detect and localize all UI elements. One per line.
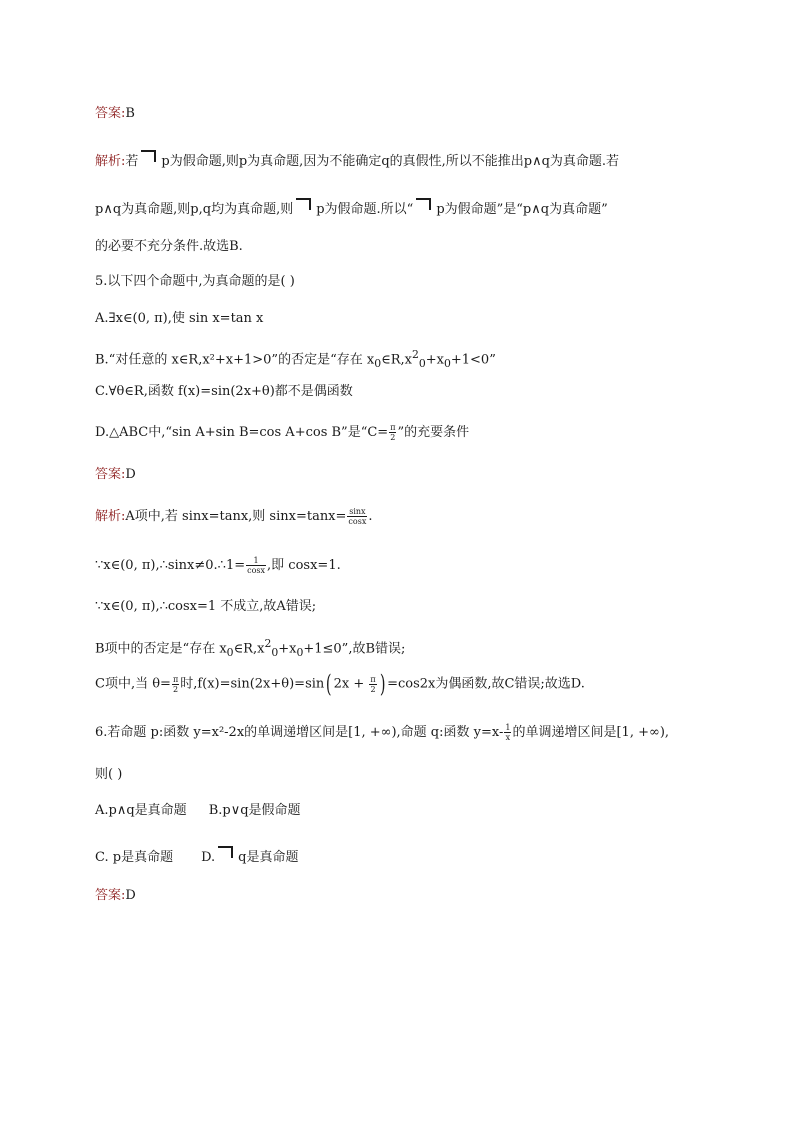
analysis-text: C项中,当 θ= xyxy=(95,676,171,692)
analysis-text: p为假命题.所以“ xyxy=(316,202,414,217)
fraction xyxy=(347,507,367,526)
analysis-text: B项中的否定是“存在 x xyxy=(95,641,227,657)
question-text: 的单调递增区间是[1, +∞), xyxy=(512,725,670,740)
subscript: 0 xyxy=(418,356,426,370)
q6-option-a: A.p∧q是真命题 xyxy=(95,803,187,818)
q5-answer xyxy=(95,465,136,485)
analysis-text: +x xyxy=(278,641,297,657)
fraction xyxy=(172,675,179,694)
answer-label: 答案: xyxy=(95,467,126,482)
analysis-text: ∈R,x xyxy=(233,641,265,657)
left-paren-icon: ( xyxy=(326,670,332,698)
q5-option-b xyxy=(95,345,496,374)
denominator: x xyxy=(505,733,511,742)
numerator: 1 xyxy=(246,556,266,566)
q4-analysis-line-2 xyxy=(95,198,608,220)
q5-question: 5.以下四个命题中,为真命题的是( ) xyxy=(95,274,295,289)
analysis-text: p为假命题”是“p∧q为真命题” xyxy=(436,202,608,217)
analysis-text: p∧q为真命题,则p,q均为真命题,则 xyxy=(95,202,294,217)
denominator: cosx xyxy=(348,517,367,526)
option-text: D.△ABC中,“sin A+sin B=cos A+cos B”是“C= xyxy=(95,425,389,440)
subscript: 0 xyxy=(226,645,234,659)
option-text: ∈R,x xyxy=(381,352,412,368)
q4-analysis-line-3: 的必要不充分条件.故选B. xyxy=(95,239,243,254)
analysis-text: ∵x∈(0, π),∴sinx≠0.∴1= xyxy=(95,558,246,573)
q6-question xyxy=(95,723,669,743)
q5-analysis-line-2 xyxy=(95,556,341,576)
answer-value: B xyxy=(125,106,135,121)
q6-answer xyxy=(95,886,136,906)
answer-value: D xyxy=(125,467,136,482)
fraction xyxy=(369,675,376,694)
q6-options-ab xyxy=(95,801,301,821)
option-text: B.“对任意的 x∈R,x²+x+1>0”的否定是“存在 x xyxy=(95,352,375,368)
fraction xyxy=(389,423,396,442)
superscript: 2 xyxy=(411,348,419,361)
negation-symbol-icon xyxy=(218,846,233,858)
analysis-text: +1≤0”,故B错误; xyxy=(303,641,406,657)
option-text: ”的充要条件 xyxy=(397,425,470,440)
answer-label: 答案: xyxy=(95,106,126,121)
q5-option-c: C.∀θ∈R,函数 f(x)=sin(2x+θ)都不是偶函数 xyxy=(95,384,353,399)
analysis-text: ,即 cosx=1. xyxy=(267,558,341,573)
q5-analysis-line-3: ∵x∈(0, π),∴cosx=1 不成立,故A错误; xyxy=(95,599,317,614)
analysis-label: 解析: xyxy=(95,154,126,169)
q4-analysis-line-1 xyxy=(95,150,619,172)
q6-option-b: B.p∨q是假命题 xyxy=(208,803,301,818)
negation-symbol-icon xyxy=(141,150,156,162)
q5-analysis-line-4 xyxy=(95,634,405,663)
denominator: 2 xyxy=(173,684,179,694)
q5-analysis-line-5 xyxy=(95,670,585,698)
analysis-text: 若 xyxy=(125,154,139,169)
numerator: π xyxy=(370,674,376,684)
option-text: +1<0” xyxy=(450,352,496,368)
numerator: 1 xyxy=(505,723,511,732)
numerator: π xyxy=(390,423,396,432)
analysis-text: =cos2x为偶函数,故C错误;故选D. xyxy=(387,676,585,692)
q6-option-c: C. p是真命题 xyxy=(95,850,174,865)
negation-symbol-icon xyxy=(296,198,311,210)
fraction xyxy=(504,723,511,742)
subscript: 0 xyxy=(374,356,382,370)
answer-value: D xyxy=(125,888,136,903)
denominator: 2 xyxy=(370,684,376,694)
q6-option-d-label: D. xyxy=(201,850,216,865)
answer-label: 答案: xyxy=(95,888,126,903)
fraction xyxy=(246,556,266,575)
analysis-text: 2x + xyxy=(333,676,369,692)
q4-answer xyxy=(95,104,135,124)
subscript: 0 xyxy=(271,645,279,659)
q5-option-a: A.∃x∈(0, π),使 sin x=tan x xyxy=(95,311,264,326)
subscript: 0 xyxy=(443,356,451,370)
subscript: 0 xyxy=(296,645,304,659)
analysis-text: . xyxy=(368,509,373,524)
right-paren-icon: ) xyxy=(379,670,386,698)
q6-question-line-2: 则( ) xyxy=(95,767,123,782)
q6-options-cd xyxy=(95,846,299,868)
numerator: π xyxy=(172,674,179,684)
analysis-text: 时,f(x)=sin(2x+θ)=sin xyxy=(180,676,325,692)
analysis-text: A项中,若 sinx=tanx,则 sinx=tanx= xyxy=(125,509,347,524)
superscript: 2 xyxy=(264,637,272,650)
denominator: cosx xyxy=(247,566,266,575)
negation-symbol-icon xyxy=(416,198,431,210)
option-text: +x xyxy=(425,352,444,368)
q5-option-d xyxy=(95,423,469,443)
q5-analysis-line-1 xyxy=(95,507,372,527)
q6-option-d-text: q是真命题 xyxy=(238,850,299,865)
denominator: 2 xyxy=(390,433,396,442)
numerator: sinx xyxy=(349,507,366,516)
analysis-label: 解析: xyxy=(95,509,126,524)
analysis-text: p为假命题,则p为真命题,因为不能确定q的真假性,所以不能推出p∧q为真命题.若 xyxy=(161,154,620,169)
question-text: 6.若命题 p:函数 y=x²-2x的单调递增区间是[1, +∞),命题 q:函数 y=x- xyxy=(95,725,504,740)
